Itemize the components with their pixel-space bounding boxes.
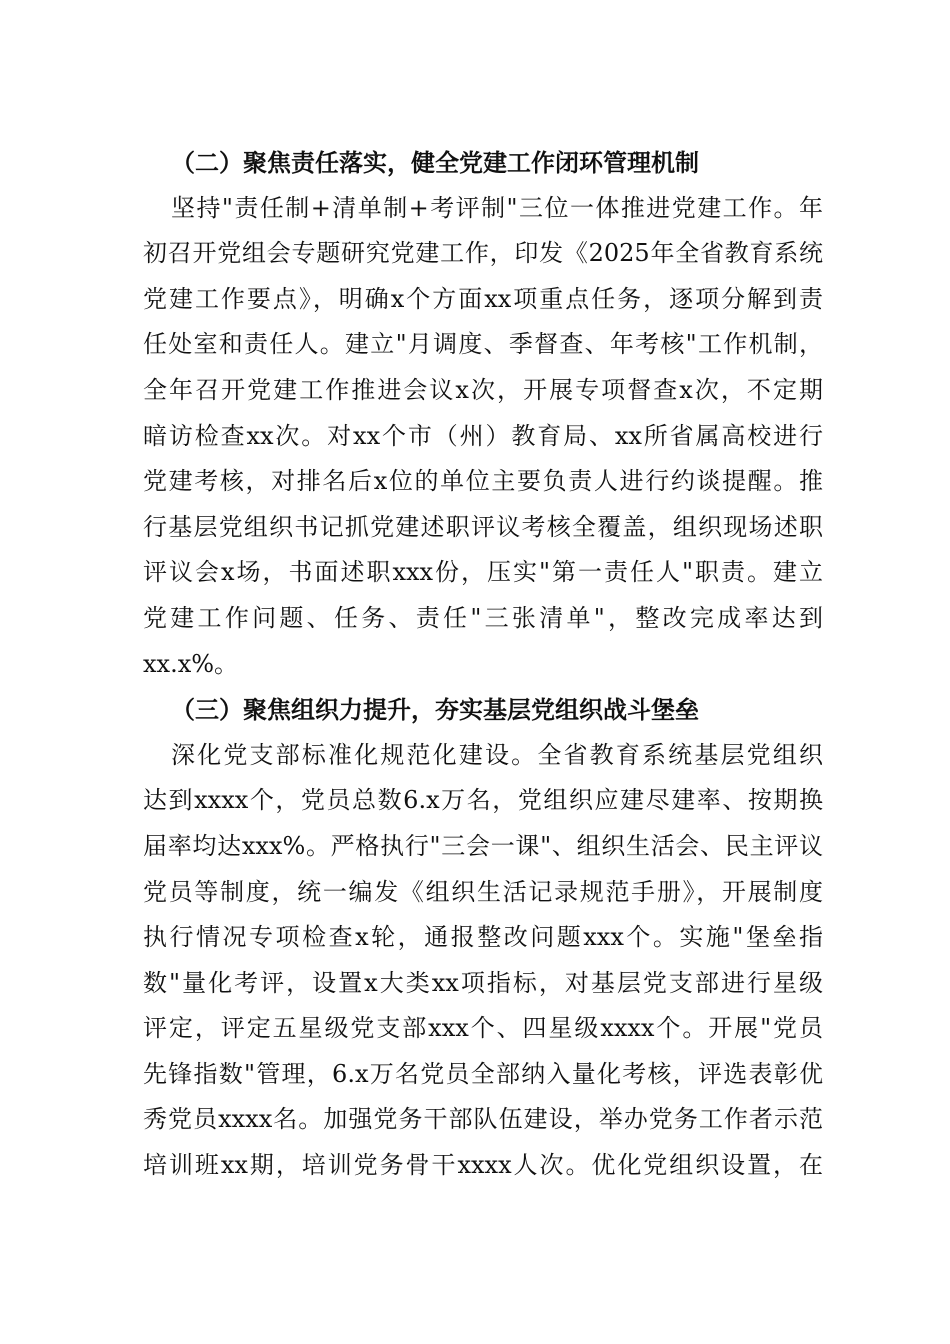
paragraph-line: 数"量化考评，设置x大类xx项指标，对基层党支部进行星级 — [143, 968, 823, 997]
paragraph-line: 评定，评定五星级党支部xxx个、四星级xxxx个。开展"党员 — [143, 1014, 823, 1043]
paragraph-line: 初召开党组会专题研究党建工作，印发《2025年全省教育系统 — [143, 239, 823, 268]
paragraph-line: 达到xxxx个，党员总数6.x万名，党组织应建尽建率、按期换 — [143, 786, 823, 815]
paragraph-line: 先锋指数"管理，6.x万名党员全部纳入量化考核，评选表彰优 — [143, 1059, 823, 1088]
paragraph-line: 党建考核，对排名后x位的单位主要负责人进行约谈提醒。推 — [143, 467, 823, 496]
paragraph-line: 党建工作要点》，明确x个方面xx项重点任务，逐项分解到责 — [143, 284, 823, 313]
paragraph-line: 执行情况专项检查x轮，通报整改问题xxx个。实施"堡垒指 — [143, 923, 823, 952]
paragraph-line: 行基层党组织书记抓党建述职评议考核全覆盖，组织现场述职 — [143, 512, 823, 541]
paragraph-line: 任处室和责任人。建立"月调度、季督查、年考核"工作机制， — [143, 330, 823, 359]
paragraph-line: 党建工作问题、任务、责任"三张清单"，整改完成率达到 — [143, 603, 823, 632]
paragraph-line: 党员等制度，统一编发《组织生活记录规范手册》，开展制度 — [143, 877, 823, 906]
paragraph-line: 培训班xx期，培训党务骨干xxxx人次。优化党组织设置，在 — [143, 1151, 823, 1180]
paragraph-line: 暗访检查xx次。对xx个市（州）教育局、xx所省属高校进行 — [143, 421, 823, 450]
section-heading-2: （二）聚焦责任落实，健全党建工作闭环管理机制 — [171, 148, 699, 177]
paragraph-line: xx.x%。 — [143, 649, 239, 678]
paragraph-line: 届率均达xxx%。严格执行"三会一课"、组织生活会、民主评议 — [143, 831, 823, 860]
paragraph-line: 评议会x场，书面述职xxx份，压实"第一责任人"职责。建立 — [143, 558, 823, 587]
paragraph-line: 坚持"责任制+清单制+考评制"三位一体推进党建工作。年 — [171, 193, 823, 222]
paragraph-line: 全年召开党建工作推进会议x次，开展专项督查x次，不定期 — [143, 375, 823, 404]
paragraph-line: 深化党支部标准化规范化建设。全省教育系统基层党组织 — [171, 740, 823, 769]
document-body — [143, 140, 823, 1189]
section-heading-3: （三）聚焦组织力提升，夯实基层党组织战斗堡垒 — [171, 695, 699, 725]
paragraph-line: 秀党员xxxx名。加强党务干部队伍建设，举办党务工作者示范 — [143, 1105, 823, 1134]
